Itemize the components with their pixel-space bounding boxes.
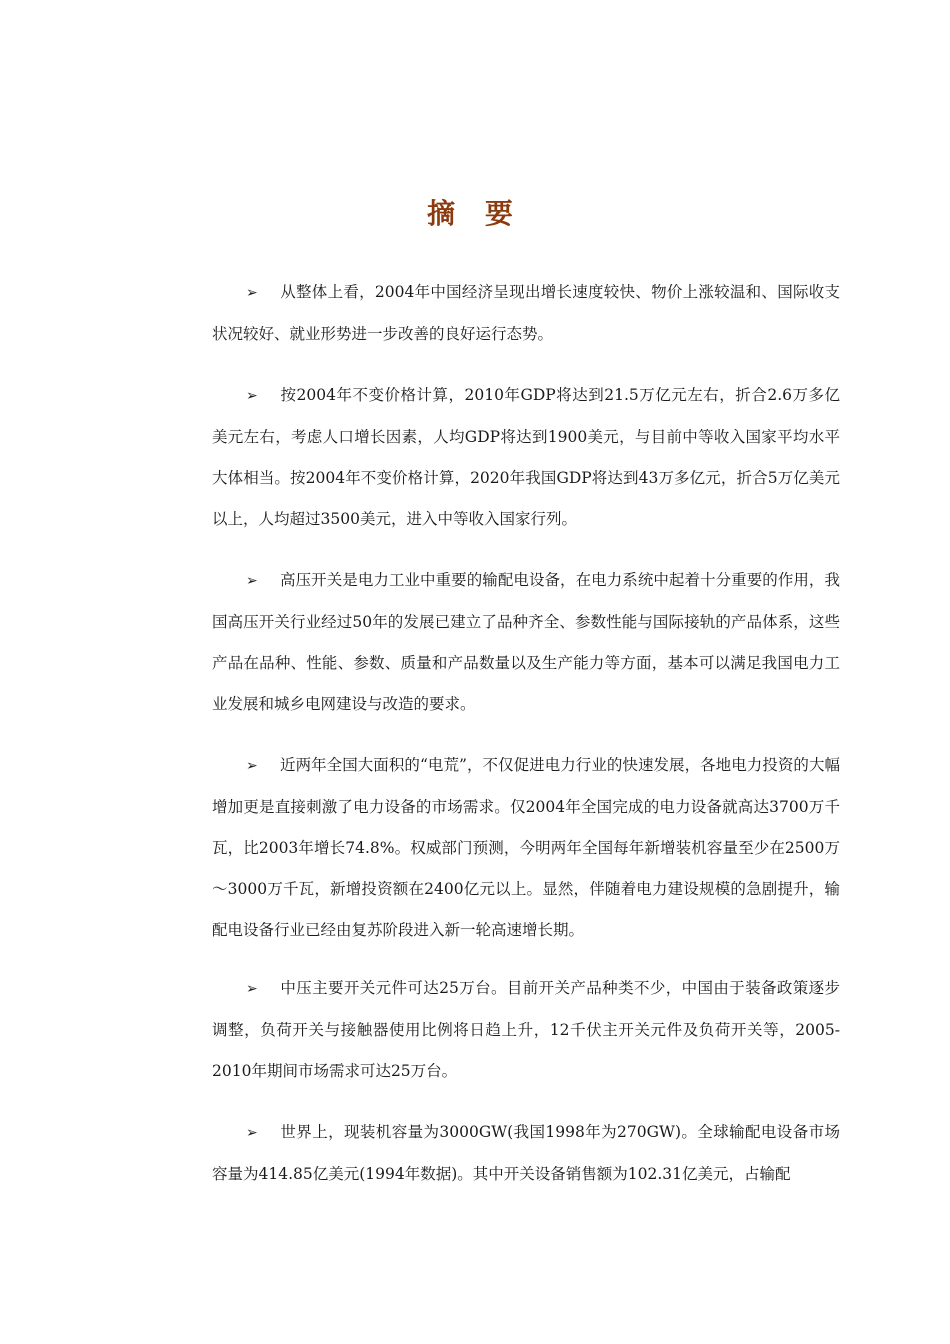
summary-paragraph-4	[212, 745, 840, 951]
summary-paragraph-5	[212, 968, 840, 1092]
paragraph-text: 世界上，现装机容量为3000GW(我国1998年为270GW)。全球输配电设备市场容量为414.85亿美元(1994年数据)。其中开关设备销售额为102.31亿美元，占输配	[212, 1123, 840, 1183]
arrow-bullet-icon: ➢	[246, 285, 258, 301]
paragraph-text: 按2004年不变价格计算，2010年GDP将达到21.5万亿元左右，折合2.6万多亿美元左右，考虑人口增长因素，人均GDP将达到1900美元，与目前中等收入国家平均水平大体相当。按2004年不变价格计算，2020年我国GDP将达到43万多亿元，折合5万亿美元以上，人均超过3500美元，进入中等收入国家行列。	[212, 386, 840, 528]
page-title: 摘 要	[427, 197, 523, 230]
summary-paragraph-6	[212, 1112, 840, 1195]
paragraph-text: 近两年全国大面积的“电荒”，不仅促进电力行业的快速发展，各地电力投资的大幅增加更是直接刺激了电力设备的市场需求。仅2004年全国完成的电力设备就高达3700万千瓦，比2003年增长74.8%。权威部门预测，今明两年全国每年新增装机容量至少在2500万～3000万千瓦，新增投资额在2400亿元以上。显然，伴随着电力建设规模的急剧提升，输配电设备行业已经由复苏阶段进入新一轮高速增长期。	[212, 756, 840, 939]
paragraph-text: 从整体上看，2004年中国经济呈现出增长速度较快、物价上涨较温和、国际收支状况较好、就业形势进一步改善的良好运行态势。	[212, 283, 840, 343]
summary-paragraph-2	[212, 375, 840, 540]
arrow-bullet-icon: ➢	[246, 388, 258, 404]
paragraph-text: 高压开关是电力工业中重要的输配电设备，在电力系统中起着十分重要的作用，我国高压开关行业经过50年的发展已建立了品种齐全、参数性能与国际接轨的产品体系，这些产品在品种、性能、参数、质量和产品数量以及生产能力等方面，基本可以满足我国电力工业发展和城乡电网建设与改造的要求。	[212, 571, 840, 713]
summary-paragraph-1	[212, 272, 840, 355]
arrow-bullet-icon: ➢	[246, 573, 258, 589]
arrow-bullet-icon: ➢	[246, 981, 258, 997]
paragraph-text: 中压主要开关元件可达25万台。目前开关产品种类不少，中国由于装备政策逐步调整，负荷开关与接触器使用比例将日趋上升，12千伏主开关元件及负荷开关等，2005-2010年期间市场需求可达25万台。	[212, 979, 840, 1080]
arrow-bullet-icon: ➢	[246, 1125, 258, 1141]
summary-paragraph-3	[212, 560, 840, 725]
arrow-bullet-icon: ➢	[246, 758, 258, 774]
